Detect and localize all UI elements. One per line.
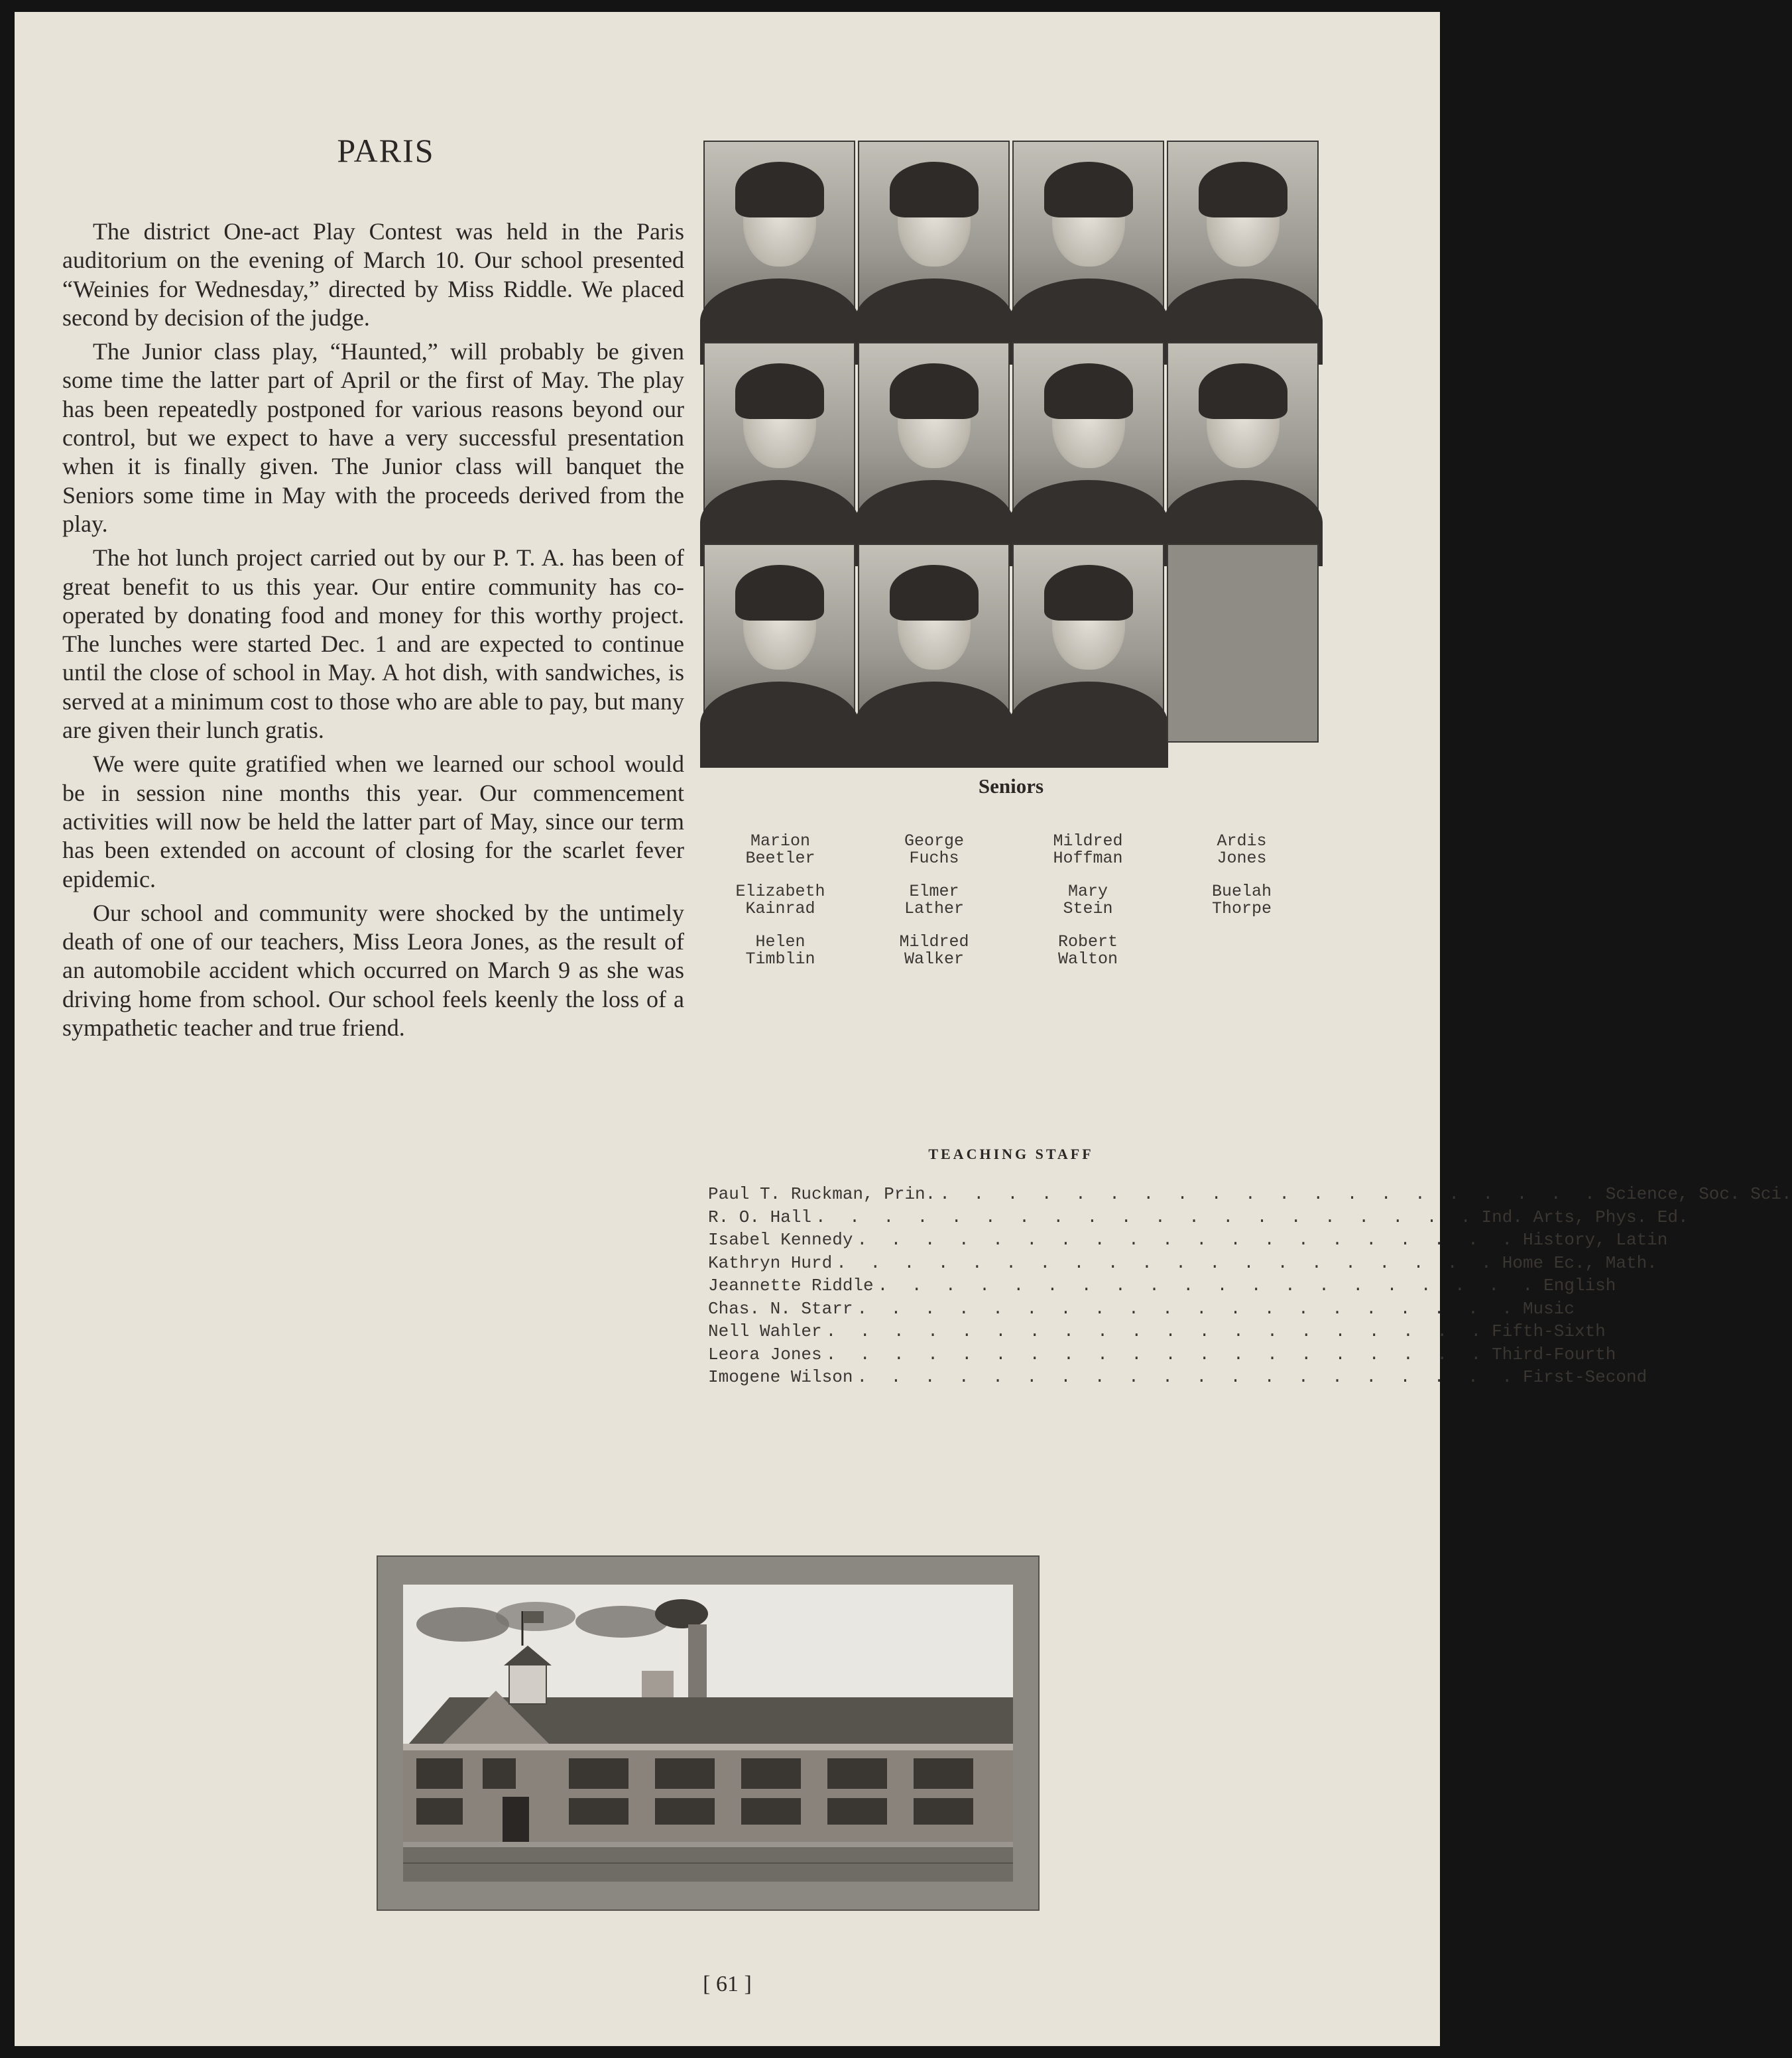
empty-portrait-slot [1167,544,1319,743]
staff-name: Chas. N. Starr [708,1298,853,1319]
portrait-photo [1012,544,1164,743]
senior-name: Marion Beetler [745,831,815,868]
senior-name: Helen Timblin [745,932,815,969]
staff-name: Jeannette Riddle [708,1276,874,1296]
article-paragraph: The district One-act Play Contest was held in the Paris auditorium on the evening of March 10. Our school presented “Weinies for Wednesday,” directed by Miss Riddle. We placed second by decision of the judge. [62,218,684,331]
portrait-photo [1167,141,1319,339]
seniors-caption: Seniors [978,774,1044,798]
page-number: [ 61 ] [703,1972,752,1996]
staff-subject: English [1543,1276,1616,1296]
staff-name: Paul T. Ruckman, Prin. [708,1184,936,1204]
portrait-photo [703,141,855,339]
portrait-photo [703,342,855,541]
senior-name: Mildred Walker [899,932,969,969]
staff-row: Kathryn Hurd . . . . . . . . . . . . . . . . . . . . Home Ec., Math. [708,1252,1657,1273]
staff-name: Leora Jones [708,1344,822,1364]
staff-row: Imogene Wilson . . . . . . . . . . . . . . . . . . . . First-Second [708,1367,1647,1387]
portrait-photo [1167,342,1319,541]
portrait-photo [1012,342,1164,541]
teaching-staff-heading: TEACHING STAFF [928,1146,1094,1162]
school-building-illustration [403,1585,1013,1882]
portrait-photo [703,544,855,743]
staff-subject: Ind. Arts, Phys. Ed. [1481,1207,1689,1227]
staff-subject: Science, Soc. Sci. [1605,1184,1792,1204]
senior-name: Ardis Jones [1217,831,1267,868]
article-paragraph: The Junior class play, “Haunted,” will probably be given some time the latter part of April or the first of May. The play has been repeatedly postponed for various reasons beyond our control, but we expect to have a very successful presentation when it is finally given. The Junior class will banquet the Seniors some time in May with the proceeds derived from the play. [62,338,684,537]
senior-name: Elmer Lather [904,882,964,918]
staff-name: Nell Wahler [708,1321,822,1341]
staff-row: Jeannette Riddle . . . . . . . . . . . . . . . . . . . . English [708,1276,1616,1296]
staff-subject: Fifth-Sixth [1492,1321,1606,1341]
article-text [62,217,684,1048]
article-paragraph: The hot lunch project carried out by our P. T. A. has been of great benefit to us this year. Our entire community has co-operated by donating food and money for this worthy project. The lunches were started Dec. 1 and are expected to continue until the close of school in May. A hot dish, with sandwiches, is served at a minimum cost to those who are able to pay, but many are given their lunch gratis. [62,544,684,744]
staff-subject: First-Second [1522,1367,1647,1387]
senior-name: Buelah Thorpe [1211,882,1272,918]
portrait-photo [1012,141,1164,339]
staff-row: Nell Wahler . . . . . . . . . . . . . . . . . . . . Fifth-Sixth [708,1321,1606,1341]
senior-portraits-grid [703,141,1319,761]
senior-names-grid [703,833,1319,968]
staff-name: Kathryn Hurd [708,1252,833,1273]
staff-name: Imogene Wilson [708,1367,853,1387]
article-paragraph: We were quite gratified when we learned our school would be in session nine months this year. Our commencement activities will now be held the latter part of May, since our term has been extended on account of closing for the scarlet fever epidemic. [62,751,684,892]
staff-subject: Third-Fourth [1492,1344,1616,1364]
portrait-photo [858,141,1010,339]
senior-name: Mildred Hoffman [1053,831,1123,868]
senior-name: Elizabeth Kainrad [735,882,825,918]
staff-row: R. O. Hall . . . . . . . . . . . . . . . . . . . . Ind. Arts, Phys. Ed. [708,1207,1689,1227]
senior-name: Robert Walton [1057,932,1118,969]
teaching-staff-list [708,1184,1792,1390]
article-paragraph: Our school and community were shocked by the untimely death of one of our teachers, Miss Leora Jones, as the result of an automobile accident which occurred on March 9 as she was driving home from school. Our school feels keenly the loss of a sympathetic teacher and true friend. [62,899,684,1042]
portrait-photo [858,342,1010,541]
staff-row: Isabel Kennedy . . . . . . . . . . . . . . . . . . . . History, Latin [708,1230,1668,1250]
portrait-photo [858,544,1010,743]
staff-subject: Music [1522,1298,1575,1319]
senior-name: Mary Stein [1063,882,1113,918]
staff-name: R. O. Hall [708,1207,812,1227]
school-building-photo [377,1555,1040,1911]
page-title: PARIS [337,132,435,169]
yearbook-page [15,12,1792,2046]
staff-row: Chas. N. Starr . . . . . . . . . . . . . . . . . . . . Music [708,1298,1575,1319]
staff-row: Paul T. Ruckman, Prin. . . . . . . . . . . . . . . . . . . . . Science, Soc. Sci. [708,1184,1792,1204]
staff-row: Leora Jones . . . . . . . . . . . . . . . . . . . . Third-Fourth [708,1344,1616,1364]
senior-name: George Fuchs [904,831,964,868]
staff-name: Isabel Kennedy [708,1230,853,1250]
staff-subject: History, Latin [1522,1230,1668,1250]
staff-subject: Home Ec., Math. [1502,1252,1657,1273]
